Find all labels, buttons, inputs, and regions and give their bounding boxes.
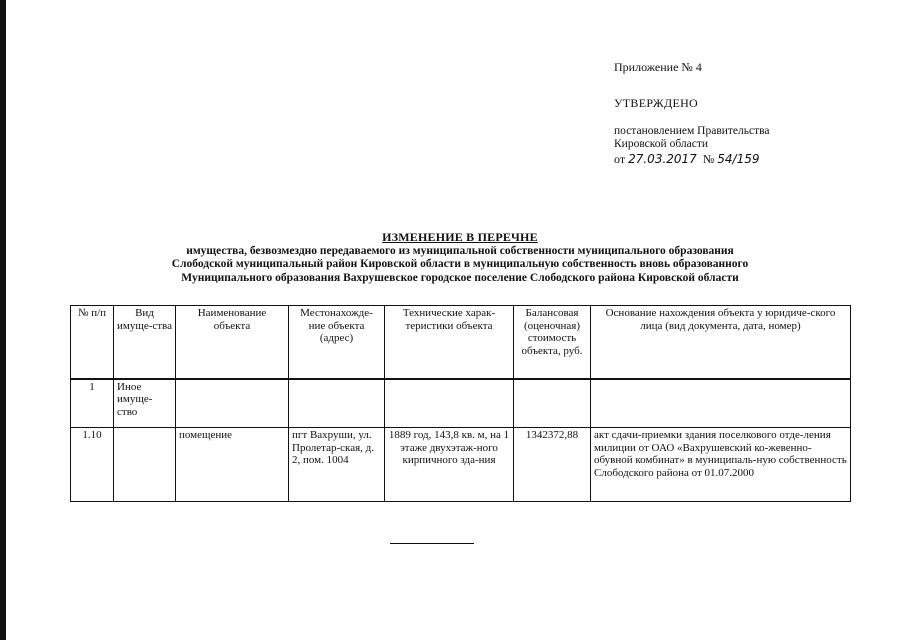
cell-basis: акт сдачи-приемки здания поселкового отде-ления милиции от ОАО «Вахрушевский ко-жевенно-обувной комбинат» в муниципаль-ную собственность Слободского района от 01.07.2000 (591, 428, 851, 502)
title-line-2: Слободской муниципальный район Кировской области в муниципальную собственность вновь образованного (171, 258, 749, 270)
cell-book-value (514, 379, 591, 428)
title-line-3: Муниципального образования Вахрушевское городское поселение Слободского района Кировской области (181, 271, 739, 284)
approval-block (614, 60, 894, 166)
header-cell-number: № п/п (71, 306, 114, 379)
header-cell-book-value: Балансовая (оценочная) стоимость объекта, руб. (514, 306, 591, 379)
end-separator-line (390, 543, 474, 544)
decree-line-2: Кировской области (614, 138, 709, 150)
cell-specs (385, 379, 514, 428)
header-cell-basis: Основание нахождения объекта у юридиче-ского лица (вид документа, дата, номер) (591, 306, 851, 379)
table-header-row (71, 306, 851, 379)
handwritten-number: 54/159 (717, 152, 760, 166)
approved-label: УТВЕРЖДЕНО (614, 96, 699, 110)
cell-number: 1.10 (71, 428, 114, 502)
title-line-1: имущества, безвозмездно передаваемого из муниципальной собственности муниципального образования (186, 244, 734, 257)
table-row (71, 379, 851, 428)
header-cell-property-type: Вид имуще-ства (114, 306, 176, 379)
cell-object-name (176, 379, 289, 428)
cell-object-name: помещение (176, 428, 289, 502)
decree-line-1: постановлением Правительства (614, 125, 770, 137)
header-cell-location: Местонахожде-ние объекта (адрес) (289, 306, 385, 379)
title-heading: ИЗМЕНЕНИЕ В ПЕРЕЧНЕ (382, 230, 538, 244)
cell-number: 1 (71, 379, 114, 428)
cell-specs: 1889 год, 143,8 кв. м, на 1 этаже двухэтаж-ного кирпичного зда-ния (385, 428, 514, 502)
table-row (71, 428, 851, 502)
property-table (70, 305, 851, 502)
cell-property-type (114, 428, 176, 502)
handwritten-date: 27.03.2017 (628, 152, 697, 166)
cell-book-value: 1342372,88 (514, 428, 591, 502)
annex-number: Приложение № 4 (614, 60, 702, 74)
document-title (60, 231, 860, 285)
header-cell-object-name: Наименование объекта (176, 306, 289, 379)
cell-basis (591, 379, 851, 428)
scan-edge-rule (0, 0, 6, 640)
cell-property-type: Иное имуще-ство (114, 379, 176, 428)
cell-location: пгт Вахруши, ул. Пролетар-ская, д. 2, пом. 1004 (289, 428, 385, 502)
date-prefix: от (614, 152, 626, 166)
decree-date-line (614, 152, 894, 166)
header-cell-specs: Технические харак-теристики объекта (385, 306, 514, 379)
cell-location (289, 379, 385, 428)
number-prefix: № (702, 152, 715, 166)
